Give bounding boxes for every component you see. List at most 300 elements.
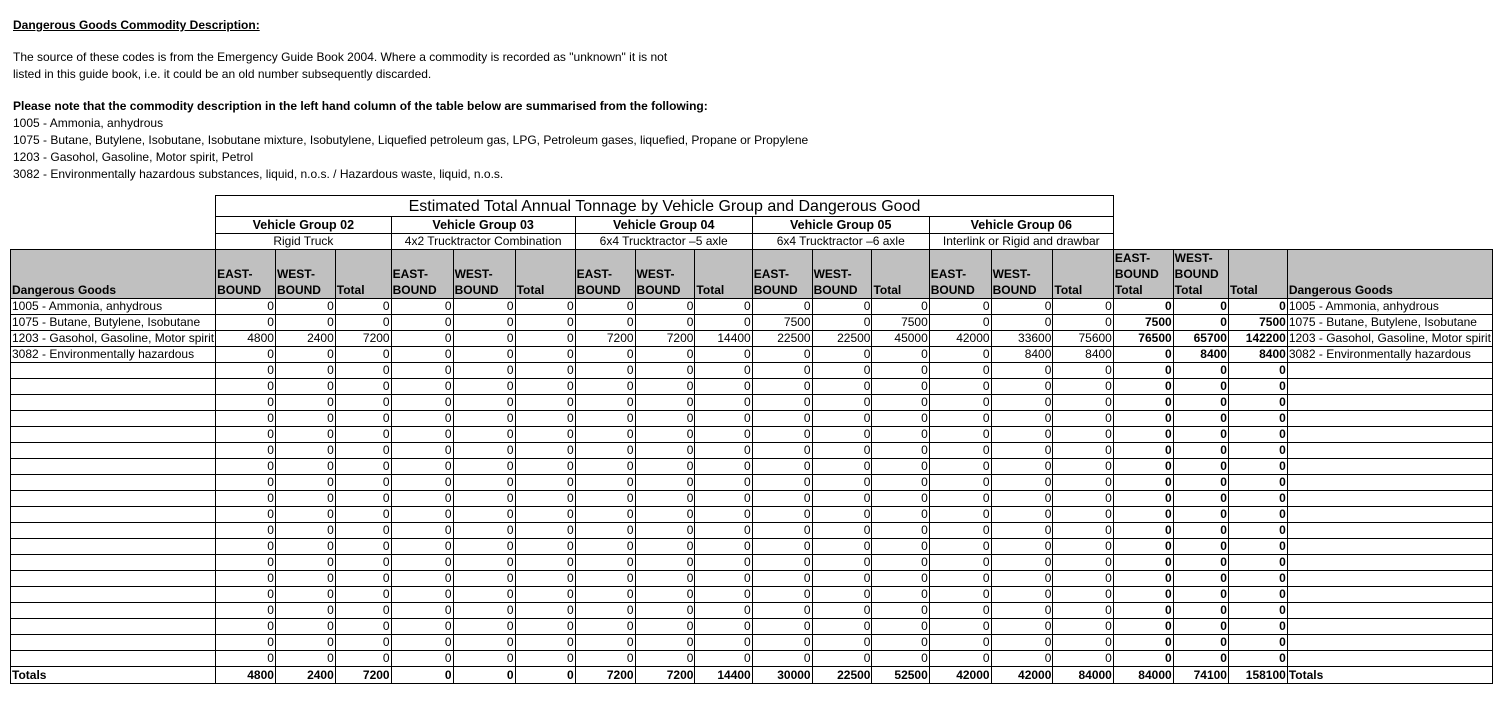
value-cell: 0: [335, 395, 391, 411]
table-row: [11, 491, 1493, 507]
value-cell: 0: [515, 539, 575, 555]
value-cell: 0: [1228, 507, 1287, 523]
value-cell: 0: [1228, 459, 1287, 475]
value-cell: 0: [335, 315, 391, 331]
value-cell: 0: [453, 603, 515, 619]
value-cell: 0: [1113, 571, 1173, 587]
value-cell: 0: [1053, 603, 1113, 619]
goods-name: [11, 635, 216, 651]
intro-source-line-2: listed in this guide book, i.e. it could be an old number subsequently discarded.: [13, 67, 432, 81]
value-cell: 0: [635, 459, 695, 475]
value-cell: 0: [335, 379, 391, 395]
value-cell: 0: [453, 459, 515, 475]
value-cell: 0: [515, 635, 575, 651]
value-cell: 0: [1173, 299, 1228, 315]
value-cell: 0: [453, 651, 515, 667]
value-cell: 0: [929, 603, 991, 619]
goods-name-right: [1287, 491, 1492, 507]
value-cell: 0: [453, 587, 515, 603]
value-cell: 0: [575, 539, 635, 555]
value-cell: 0: [391, 571, 453, 587]
value-cell: 0: [1053, 379, 1113, 395]
value-cell: 0: [991, 491, 1053, 507]
value-cell: 0: [335, 475, 391, 491]
value-cell: 0: [1173, 619, 1228, 635]
value-cell: 158100: [1228, 667, 1287, 684]
goods-name: [11, 395, 216, 411]
value-cell: 75600: [1053, 331, 1113, 347]
value-cell: 0: [872, 651, 929, 667]
value-cell: 0: [275, 539, 335, 555]
value-cell: 0: [812, 619, 872, 635]
header-dangerous-goods: Dangerous Goods: [11, 250, 216, 299]
value-cell: 0: [812, 427, 872, 443]
value-cell: 0: [872, 539, 929, 555]
header-west-bound-total: WEST-BOUND Total: [1173, 250, 1228, 299]
value-cell: 0: [391, 363, 453, 379]
value-cell: 0: [515, 379, 575, 395]
value-cell: 0: [635, 651, 695, 667]
value-cell: 0: [812, 635, 872, 651]
header-dangerous-goods-right: Dangerous Goods: [1287, 250, 1492, 299]
value-cell: 0: [929, 491, 991, 507]
goods-name: [11, 459, 216, 475]
value-cell: 0: [216, 315, 276, 331]
value-cell: 0: [391, 315, 453, 331]
value-cell: 0: [812, 411, 872, 427]
table-row: [11, 475, 1493, 491]
table-row: [11, 507, 1493, 523]
value-cell: 0: [515, 363, 575, 379]
value-cell: 0: [1113, 619, 1173, 635]
value-cell: 0: [575, 315, 635, 331]
value-cell: 76500: [1113, 331, 1173, 347]
value-cell: 0: [635, 539, 695, 555]
value-cell: 7500: [752, 315, 812, 331]
value-cell: 0: [515, 603, 575, 619]
table-row: [11, 299, 1493, 315]
value-cell: 0: [929, 507, 991, 523]
goods-name-right: 1005 - Ammonia, anhydrous: [1287, 299, 1492, 315]
value-cell: 0: [391, 523, 453, 539]
value-cell: 0: [275, 555, 335, 571]
value-cell: 0: [335, 651, 391, 667]
value-cell: 0: [635, 587, 695, 603]
value-cell: 0: [695, 491, 752, 507]
value-cell: 0: [929, 459, 991, 475]
value-cell: 0: [752, 299, 812, 315]
goods-name-right: [1287, 459, 1492, 475]
value-cell: 0: [1113, 635, 1173, 651]
value-cell: 0: [1173, 555, 1228, 571]
value-cell: 0: [812, 539, 872, 555]
value-cell: 0: [991, 523, 1053, 539]
value-cell: 0: [635, 507, 695, 523]
goods-name: [11, 555, 216, 571]
value-cell: 14400: [695, 331, 752, 347]
value-cell: 0: [275, 379, 335, 395]
value-cell: 2400: [275, 667, 335, 684]
goods-name-right: [1287, 379, 1492, 395]
value-cell: 0: [991, 651, 1053, 667]
table-row: [11, 379, 1493, 395]
value-cell: 0: [812, 347, 872, 363]
value-cell: 2400: [275, 331, 335, 347]
value-cell: 0: [453, 427, 515, 443]
value-cell: 0: [929, 587, 991, 603]
goods-name-right: [1287, 539, 1492, 555]
value-cell: 0: [1053, 571, 1113, 587]
value-cell: 0: [335, 587, 391, 603]
goods-name: [11, 603, 216, 619]
value-cell: 0: [1228, 651, 1287, 667]
value-cell: 0: [872, 475, 929, 491]
value-cell: 0: [453, 523, 515, 539]
value-cell: 0: [872, 427, 929, 443]
value-cell: 0: [1173, 539, 1228, 555]
value-cell: 0: [1228, 475, 1287, 491]
value-cell: 0: [575, 395, 635, 411]
value-cell: 0: [575, 379, 635, 395]
value-cell: 7500: [872, 315, 929, 331]
value-cell: 0: [1113, 475, 1173, 491]
value-cell: 0: [695, 635, 752, 651]
value-cell: 0: [872, 635, 929, 651]
vehicle-group-title: Vehicle Group 05: [752, 217, 929, 234]
value-cell: 0: [515, 555, 575, 571]
value-cell: 0: [1228, 427, 1287, 443]
value-cell: 0: [1053, 507, 1113, 523]
goods-name: 1203 - Gasohol, Gasoline, Motor spirit: [12, 331, 215, 345]
value-cell: 0: [335, 491, 391, 507]
value-cell: 65700: [1173, 331, 1228, 347]
value-cell: 0: [453, 347, 515, 363]
value-cell: 0: [216, 491, 276, 507]
goods-name-right: [1287, 395, 1492, 411]
value-cell: 0: [1113, 539, 1173, 555]
goods-name: [11, 587, 216, 603]
value-cell: 0: [695, 299, 752, 315]
value-cell: 0: [216, 539, 276, 555]
value-cell: 0: [1173, 443, 1228, 459]
value-cell: 0: [752, 651, 812, 667]
value-cell: 7200: [635, 331, 695, 347]
intro-source-line-1: The source of these codes is from the Emergency Guide Book 2004. Where a commodity is recorded as "unknown" it is not: [13, 50, 668, 64]
value-cell: 0: [453, 379, 515, 395]
vehicle-group-title: Vehicle Group 06: [929, 217, 1113, 234]
value-cell: 0: [929, 315, 991, 331]
value-cell: 0: [1173, 395, 1228, 411]
intro-code-3082: 3082 - Environmentally hazardous substances, liquid, n.o.s. / Hazardous waste, liquid, n.o.s.: [13, 167, 504, 181]
value-cell: 0: [275, 507, 335, 523]
value-cell: 0: [991, 619, 1053, 635]
value-cell: 0: [929, 395, 991, 411]
value-cell: 0: [929, 475, 991, 491]
value-cell: 0: [929, 539, 991, 555]
value-cell: 0: [391, 507, 453, 523]
value-cell: 0: [752, 555, 812, 571]
value-cell: 0: [275, 363, 335, 379]
value-cell: 0: [453, 539, 515, 555]
table-title: Estimated Total Annual Tonnage by Vehicle Group and Dangerous Good: [216, 196, 1114, 217]
value-cell: 0: [991, 507, 1053, 523]
header-total: Total: [872, 250, 929, 299]
vehicle-group-desc: Rigid Truck: [216, 234, 392, 250]
value-cell: 0: [752, 571, 812, 587]
value-cell: 0: [391, 379, 453, 395]
value-cell: 0: [1053, 363, 1113, 379]
value-cell: 0: [991, 395, 1053, 411]
value-cell: 0: [335, 571, 391, 587]
value-cell: 0: [635, 443, 695, 459]
value-cell: 52500: [872, 667, 929, 684]
value-cell: 0: [929, 555, 991, 571]
goods-name-right: [1287, 651, 1492, 667]
header-west-bound: WEST-BOUND: [275, 250, 335, 299]
goods-name: 3082 - Environmentally hazardous: [11, 347, 216, 363]
header-total: Total: [695, 250, 752, 299]
value-cell: 0: [275, 315, 335, 331]
value-cell: 0: [1228, 619, 1287, 635]
value-cell: 74100: [1173, 667, 1228, 684]
goods-name-right: [1287, 571, 1492, 587]
value-cell: 0: [1228, 299, 1287, 315]
value-cell: 42000: [929, 331, 991, 347]
vehicle-group-desc: 6x4 Trucktractor –6 axle: [752, 234, 929, 250]
value-cell: 0: [1173, 603, 1228, 619]
intro-code-1203: 1203 - Gasohol, Gasoline, Motor spirit, Petrol: [13, 150, 254, 164]
value-cell: 0: [391, 587, 453, 603]
goods-name-right: [1287, 555, 1492, 571]
value-cell: 0: [275, 459, 335, 475]
value-cell: 0: [635, 571, 695, 587]
value-cell: 0: [929, 619, 991, 635]
value-cell: 0: [515, 475, 575, 491]
goods-name: [11, 363, 216, 379]
goods-name-right: [1287, 507, 1492, 523]
value-cell: 0: [391, 411, 453, 427]
value-cell: 0: [515, 491, 575, 507]
goods-name-right: 1075 - Butane, Butylene, Isobutane: [1287, 315, 1492, 331]
header-east-bound: EAST-BOUND: [216, 250, 276, 299]
table-row: [11, 651, 1493, 667]
vehicle-group-title: Vehicle Group 02: [216, 217, 392, 234]
value-cell: 0: [635, 603, 695, 619]
value-cell: 0: [515, 459, 575, 475]
goods-name-right: [1287, 619, 1492, 635]
value-cell: 0: [575, 475, 635, 491]
value-cell: 0: [812, 651, 872, 667]
value-cell: 0: [391, 331, 453, 347]
value-cell: 0: [1053, 619, 1113, 635]
value-cell: 84000: [1113, 667, 1173, 684]
goods-name: [11, 539, 216, 555]
value-cell: 0: [515, 315, 575, 331]
value-cell: 0: [275, 603, 335, 619]
value-cell: 0: [1173, 379, 1228, 395]
value-cell: 0: [391, 427, 453, 443]
value-cell: 0: [1173, 475, 1228, 491]
table-row: [11, 347, 1493, 363]
value-cell: 8400: [991, 347, 1053, 363]
value-cell: 42000: [991, 667, 1053, 684]
value-cell: 0: [929, 363, 991, 379]
header-grand-total: Total: [1228, 250, 1287, 299]
value-cell: 0: [1053, 315, 1113, 331]
header-west-bound: WEST-BOUND: [635, 250, 695, 299]
value-cell: 0: [216, 443, 276, 459]
value-cell: 7200: [575, 667, 635, 684]
value-cell: 0: [216, 475, 276, 491]
value-cell: 0: [695, 347, 752, 363]
value-cell: 0: [635, 363, 695, 379]
value-cell: 0: [1228, 443, 1287, 459]
value-cell: 0: [991, 555, 1053, 571]
value-cell: 0: [695, 507, 752, 523]
value-cell: 8400: [1053, 347, 1113, 363]
header-east-bound: EAST-BOUND: [752, 250, 812, 299]
totals-row: [11, 667, 1493, 684]
value-cell: 0: [391, 443, 453, 459]
value-cell: 0: [752, 635, 812, 651]
value-cell: 0: [1173, 315, 1228, 331]
value-cell: 0: [695, 603, 752, 619]
goods-name-right: 1203 - Gasohol, Gasoline, Motor spirit: [1288, 331, 1491, 345]
value-cell: 0: [1053, 651, 1113, 667]
value-cell: 0: [695, 379, 752, 395]
value-cell: 0: [929, 571, 991, 587]
value-cell: 0: [1113, 427, 1173, 443]
value-cell: 0: [991, 363, 1053, 379]
value-cell: 0: [575, 459, 635, 475]
value-cell: 0: [391, 299, 453, 315]
value-cell: 0: [1228, 587, 1287, 603]
value-cell: 0: [752, 443, 812, 459]
value-cell: 0: [695, 539, 752, 555]
value-cell: 7200: [335, 667, 391, 684]
value-cell: 0: [991, 315, 1053, 331]
value-cell: 0: [391, 603, 453, 619]
value-cell: 7200: [635, 667, 695, 684]
value-cell: 0: [1053, 459, 1113, 475]
value-cell: 0: [216, 459, 276, 475]
value-cell: 0: [1173, 587, 1228, 603]
value-cell: 0: [335, 443, 391, 459]
value-cell: 0: [752, 491, 812, 507]
value-cell: 0: [575, 411, 635, 427]
header-west-bound: WEST-BOUND: [812, 250, 872, 299]
value-cell: 0: [275, 475, 335, 491]
value-cell: 0: [1053, 411, 1113, 427]
value-cell: 0: [812, 571, 872, 587]
value-cell: 0: [752, 379, 812, 395]
goods-name: [11, 491, 216, 507]
value-cell: 0: [635, 635, 695, 651]
table-row: [11, 411, 1493, 427]
value-cell: 0: [216, 347, 276, 363]
goods-name: [11, 427, 216, 443]
goods-name-right: [1287, 603, 1492, 619]
value-cell: 0: [872, 299, 929, 315]
value-cell: 0: [275, 587, 335, 603]
value-cell: 0: [752, 475, 812, 491]
value-cell: 7200: [335, 331, 391, 347]
goods-name: 1075 - Butane, Butylene, Isobutane: [11, 315, 216, 331]
value-cell: 0: [575, 507, 635, 523]
value-cell: 0: [1173, 635, 1228, 651]
value-cell: 0: [575, 523, 635, 539]
value-cell: 0: [216, 411, 276, 427]
value-cell: 22500: [752, 331, 812, 347]
value-cell: 0: [453, 411, 515, 427]
value-cell: 0: [929, 347, 991, 363]
value-cell: 0: [1228, 555, 1287, 571]
value-cell: 0: [1053, 491, 1113, 507]
table-row: [11, 443, 1493, 459]
value-cell: 0: [872, 619, 929, 635]
value-cell: 45000: [872, 331, 929, 347]
value-cell: 0: [335, 299, 391, 315]
value-cell: 0: [872, 491, 929, 507]
value-cell: 0: [1053, 555, 1113, 571]
value-cell: 0: [453, 395, 515, 411]
value-cell: 0: [872, 571, 929, 587]
value-cell: 0: [216, 299, 276, 315]
value-cell: 0: [1053, 427, 1113, 443]
value-cell: 0: [1173, 571, 1228, 587]
value-cell: 8400: [1173, 347, 1228, 363]
value-cell: 0: [515, 331, 575, 347]
value-cell: 0: [1113, 411, 1173, 427]
value-cell: 0: [391, 635, 453, 651]
value-cell: 0: [752, 363, 812, 379]
value-cell: 0: [752, 603, 812, 619]
value-cell: 0: [515, 427, 575, 443]
table-row: [11, 427, 1493, 443]
value-cell: 0: [812, 555, 872, 571]
value-cell: 0: [695, 619, 752, 635]
value-cell: 0: [391, 491, 453, 507]
value-cell: 0: [695, 395, 752, 411]
value-cell: 0: [391, 651, 453, 667]
goods-name-right: [1287, 523, 1492, 539]
value-cell: 0: [991, 427, 1053, 443]
value-cell: 0: [453, 667, 515, 684]
value-cell: 0: [991, 299, 1053, 315]
table-row: [11, 571, 1493, 587]
value-cell: 0: [929, 427, 991, 443]
goods-name: [11, 411, 216, 427]
header-east-bound: EAST-BOUND: [575, 250, 635, 299]
goods-name: [11, 379, 216, 395]
value-cell: 0: [575, 347, 635, 363]
value-cell: 0: [635, 379, 695, 395]
value-cell: 22500: [812, 667, 872, 684]
value-cell: 0: [575, 555, 635, 571]
value-cell: 0: [872, 363, 929, 379]
value-cell: 0: [812, 443, 872, 459]
value-cell: 0: [1228, 571, 1287, 587]
table-row: [11, 315, 1493, 331]
value-cell: 0: [575, 427, 635, 443]
value-cell: 0: [216, 363, 276, 379]
table-row: [11, 539, 1493, 555]
value-cell: 0: [275, 347, 335, 363]
value-cell: 0: [695, 571, 752, 587]
value-cell: 0: [515, 411, 575, 427]
value-cell: 4800: [216, 667, 276, 684]
header-total: Total: [335, 250, 391, 299]
